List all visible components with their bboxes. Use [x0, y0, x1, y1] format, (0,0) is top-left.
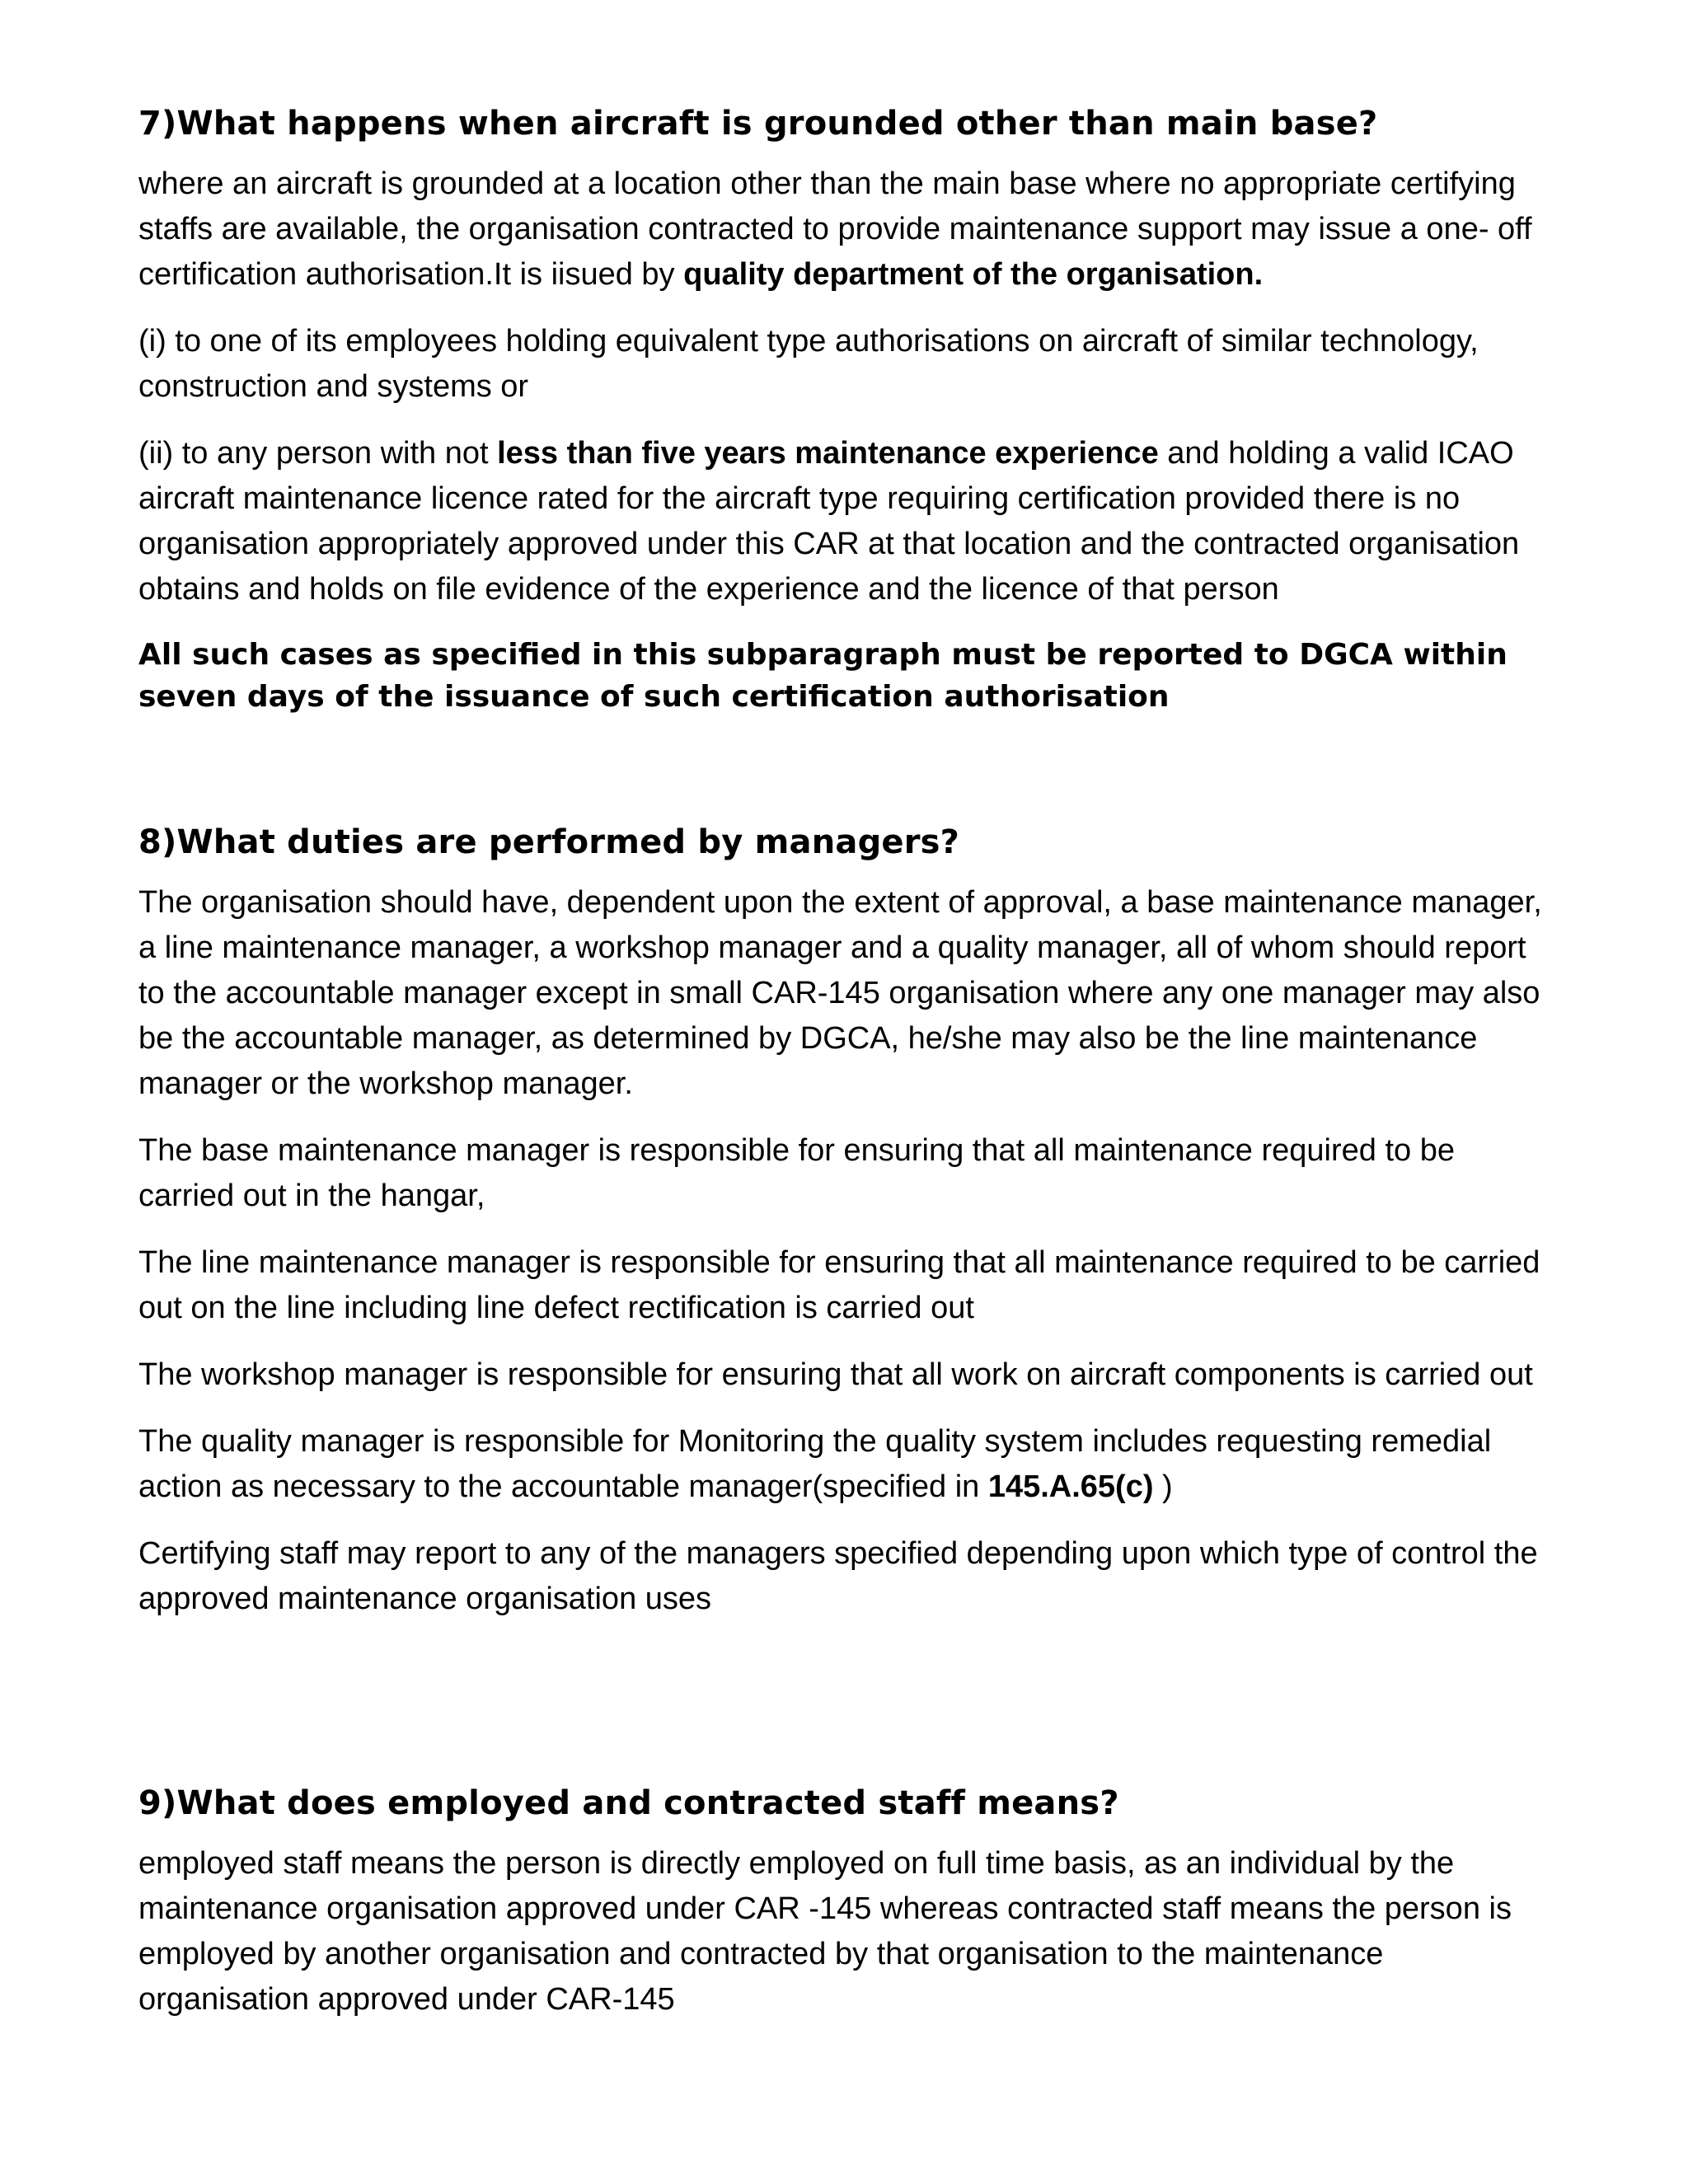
q8-paragraph-5: [138, 1419, 1556, 1510]
q7-p3-bold: less than five years maintenance experience: [497, 436, 1159, 471]
q8-paragraph-4: The workshop manager is responsible for ensuring that all work on aircraft components is carried out: [138, 1357, 1533, 1392]
q9-paragraph-1: employed staff means the person is directly employed on full time basis, as an individual by the maintenance organisation approved under CAR -145 whereas contracted staff means the person is employed by another organisation and contracted by that organisation to the maintenance organisation approved under CAR-145: [138, 1846, 1512, 2017]
q7-paragraph-1: [138, 162, 1556, 298]
q7-p3-pre: (ii) to any person with not: [138, 436, 498, 471]
question-8-title: 8)What duties are performed by managers?: [138, 823, 960, 861]
q8-p5-bold: 145.A.65(c): [987, 1469, 1154, 1504]
section-q9: [138, 1780, 1556, 2044]
question-7-title: 7)What happens when aircraft is grounded other than main base?: [138, 105, 1378, 143]
q7-reporting-note: All such cases as specified in this subparagraph must be reported to DGCA within seven days of the issuance of such certification authorisation: [138, 638, 1507, 714]
q7-p1-text: where an aircraft is grounded at a location other than the main base where no appropriate certifying staffs are available, the organisation contracted to provide maintenance support may issue a one- off certification authorisation.It is iisued by: [138, 166, 1532, 292]
section-q8: [138, 819, 1556, 1643]
q8-paragraph-2: The base maintenance manager is responsible for ensuring that all maintenance required to be carried out in the hangar,: [138, 1133, 1455, 1213]
q7-paragraph-2: (i) to one of its employees holding equivalent type authorisations on aircraft of similar technology, construction and systems or: [138, 324, 1479, 404]
q7-p3-post: and holding a valid ICAO aircraft maintenance licence rated for the aircraft type requiring certification provided there is no organisation appropriately approved under this CAR at that location and the contracted organisation obtains and holds on file evidence of the experience and the licence of that person: [138, 436, 1520, 607]
section-q7: [138, 101, 1556, 739]
q8-paragraph-6: Certifying staff may report to any of the managers specified depending upon which type of control the approved maintenance organisation uses: [138, 1536, 1538, 1616]
q8-paragraph-1: The organisation should have, dependent upon the extent of approval, a base maintenance manager, a line maintenance manager, a workshop manager and a quality manager, all of whom should report to the accountable manager except in small CAR-145 organisation where any one manager may also be the accountable manager, as determined by DGCA, he/she may also be the line maintenance manager or the workshop manager.: [138, 885, 1542, 1101]
q7-paragraph-3: [138, 431, 1556, 612]
q8-p5-post: ): [1153, 1469, 1173, 1504]
q7-p1-bold: quality department of the organisation.: [683, 257, 1264, 292]
question-9-title: 9)What does employed and contracted staff means?: [138, 1784, 1119, 1822]
q8-paragraph-3: The line maintenance manager is responsible for ensuring that all maintenance required to be carried out on the line including line defect rectification is carried out: [138, 1245, 1540, 1325]
q8-p5-pre: The quality manager is responsible for Monitoring the quality system includes requesting remedial action as necessary to the accountable manager(specified in: [138, 1424, 1492, 1504]
